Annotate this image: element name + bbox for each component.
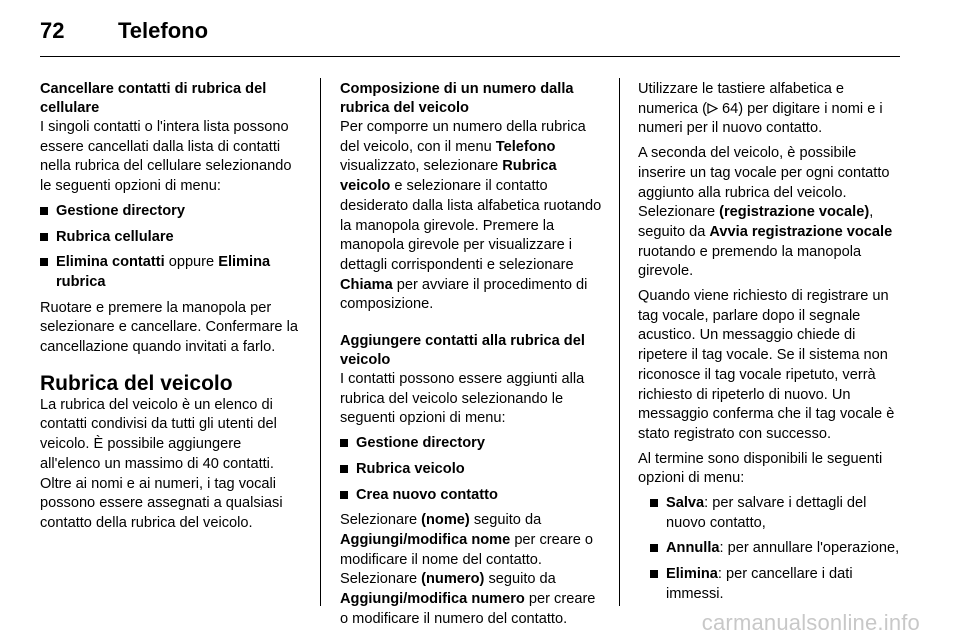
list-item: [40, 253, 302, 292]
menu-option: Gestione directory: [56, 202, 185, 219]
text-run: seguito da: [484, 571, 556, 588]
text-run: e selezionare il contatto desiderato dalla lista alfabetica ruotando la manopola girevole. Premere la manopola girevole per visualizzare i dettagli corrispondenti e selezionare: [340, 178, 602, 273]
menu-option: Rubrica veicolo: [356, 460, 465, 477]
column-divider-2: [619, 78, 620, 606]
list-item: [650, 565, 900, 604]
menu-options-list: [638, 494, 900, 605]
menu-option: Elimina: [666, 566, 718, 583]
header-rule: [40, 56, 900, 57]
text-run: : per cancellare i dati immessi.: [666, 566, 853, 602]
text-run: Utilizzare le tastiere alfabetica e numerica (: [638, 81, 845, 117]
paragraph: La rubrica del veicolo è un elenco di contatti condivisi da tutti gli utenti del veicolo. È possibile aggiungere all'elenco un massimo di 40 contatti. Oltre ai nomi e ai numeri, i tag vocali possono essere assegnati a qualsiasi contatto della rubrica del veicolo.: [40, 396, 283, 531]
menu-option: (nome): [421, 512, 470, 529]
text-run: Selezionare: [340, 512, 422, 529]
menu-options-list: [340, 434, 602, 505]
menu-option: Elimina contatti: [56, 254, 165, 271]
menu-option: Gestione directory: [356, 435, 485, 452]
bullet-icon: [40, 207, 48, 215]
page-reference-arrow-icon: [707, 101, 718, 117]
bullet-icon: [340, 439, 348, 447]
text-run: A seconda del veicolo, è possibile inserire un tag vocale per ogni contatto aggiunto alla rubrica del veicolo. Selezionare: [638, 145, 890, 221]
list-item: [340, 486, 602, 506]
list-item: [650, 494, 900, 533]
section-title-add-contacts: Aggiungere contatti alla rubrica del veicolo: [340, 333, 585, 369]
paragraph: I contatti possono essere aggiunti alla rubrica del veicolo selezionando le seguenti opzioni di menu:: [340, 371, 585, 427]
list-item: [40, 202, 302, 222]
text-run: , seguito da: [638, 204, 874, 240]
text-run: : per annullare l'operazione,: [719, 540, 900, 557]
bullet-icon: [650, 499, 658, 507]
menu-option: Rubrica cellulare: [56, 228, 174, 245]
text-run: : per salvare i dettagli del nuovo contatto,: [666, 495, 867, 531]
text-run: seguito da: [469, 512, 542, 529]
menu-option: (numero): [421, 571, 485, 588]
paragraph: I singoli contatti o l'intera lista possono essere cancellati dalla lista di contatti nella rubrica del cellulare selezionando le seguenti opzioni di menu:: [40, 119, 292, 195]
menu-option: Rubrica veicolo: [340, 158, 557, 195]
text-run: oppure: [164, 254, 219, 271]
section-heading-vehicle-phonebook: Rubrica del veicolo: [40, 371, 233, 395]
text-run: ruotando e premendo la manopola girevole.: [638, 243, 862, 280]
paragraph: Quando viene richiesto di registrare un tag vocale, parlare dopo il segnale acustico. Un messaggio chiede di ripetere il tag vocale. Se il sistema non riconosce il tag vocale ripetuto, verrà richiesto di ripeterlo di nuovo. Un messaggio conferma che il tag vocale è stato registrato con successo.: [638, 288, 895, 442]
text-run: per creare o modificare il numero del contatto.: [340, 591, 596, 627]
bullet-icon: [40, 258, 48, 266]
watermark: carmanualsonline.info: [701, 610, 920, 635]
list-item: [650, 539, 900, 559]
bullet-icon: [340, 491, 348, 499]
paragraph: [340, 118, 602, 315]
menu-option: Telefono: [495, 138, 556, 155]
menu-option: Crea nuovo contatto: [356, 486, 498, 503]
paragraph: Ruotare e premere la manopola per selezionare e cancellare. Confermare la cancellazione quando invitati a farlo.: [40, 299, 298, 356]
menu-option: Avvia registrazione vocale: [709, 223, 893, 240]
column-divider-1: [320, 78, 321, 606]
page-number: 72: [40, 18, 65, 43]
bullet-icon: [40, 233, 48, 241]
text-run: Per comporre un numero della rubrica del veicolo, con il menu: [340, 119, 586, 155]
bullet-icon: [650, 544, 658, 552]
list-item: [40, 228, 302, 248]
menu-option: (registrazione vocale): [719, 204, 870, 221]
section-title-dial-number: Composizione di un numero dalla rubrica del veicolo: [340, 81, 574, 116]
list-item: [340, 434, 602, 454]
column-middle: [340, 80, 602, 634]
column-right: [638, 80, 900, 611]
list-item: [340, 460, 602, 480]
menu-option: Aggiungi/modifica numero: [340, 591, 525, 608]
text-run: 64) per digitare i nomi e i numeri per il nuovo contatto.: [638, 100, 883, 137]
text-run: per creare o modificare il nome del contatto. Selezionare: [340, 531, 594, 588]
section-title-delete-contacts: Cancellare contatti di rubrica del cellulare: [40, 81, 267, 116]
menu-option: Annulla: [666, 540, 720, 557]
text-run: visualizzato, selezionare: [340, 158, 503, 175]
bullet-icon: [650, 570, 658, 578]
bullet-icon: [340, 465, 348, 473]
menu-option: Salva: [666, 495, 705, 512]
paragraph: [340, 511, 602, 629]
page-title: Telefono: [118, 18, 209, 43]
menu-option: Chiama: [340, 276, 393, 293]
paragraph: [638, 80, 900, 139]
column-left: [40, 80, 302, 539]
page-header: [40, 18, 208, 44]
menu-option: Aggiungi/modifica nome: [340, 531, 511, 548]
paragraph: [638, 144, 900, 282]
menu-options-list: [40, 202, 302, 293]
text-run: per avviare il procedimento di composizione.: [340, 276, 588, 313]
paragraph: Al termine sono disponibili le seguenti opzioni di menu:: [638, 450, 883, 487]
menu-option: Elimina rubrica: [56, 254, 271, 290]
